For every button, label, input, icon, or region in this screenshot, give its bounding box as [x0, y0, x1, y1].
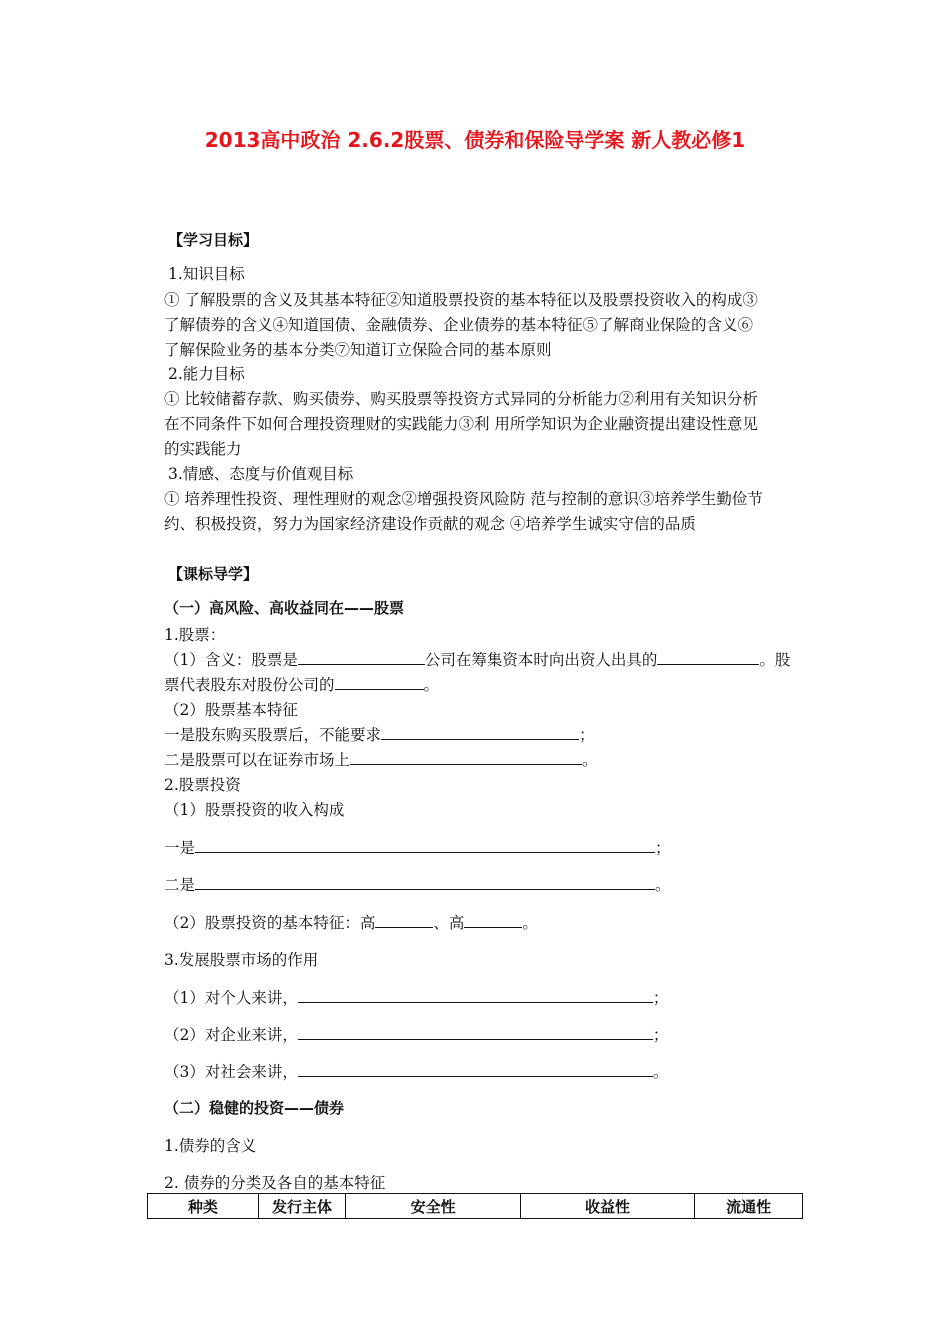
ability-heading: 2.能力目标 — [168, 365, 245, 383]
text: ； — [579, 726, 595, 744]
table-header-cell: 安全性 — [346, 1194, 520, 1219]
blank-field[interactable] — [381, 725, 579, 740]
text: 票代表股东对股份公司的 — [164, 676, 335, 694]
income-label: （1）股票投资的收入构成 — [164, 801, 345, 819]
blank-field[interactable] — [464, 913, 522, 928]
ability-line: ① 比较储蓄存款、购买债券、购买股票等投资方式异同的分析能力②利用有关知识分析 — [164, 390, 758, 408]
text: （1）对个人来讲， — [164, 989, 298, 1007]
text: 。 — [423, 676, 440, 694]
role-line-3 — [164, 1060, 668, 1082]
text: 、高 — [433, 914, 465, 932]
text: 二是 — [164, 876, 196, 894]
blank-field[interactable] — [350, 750, 582, 765]
ability-line: 在不同条件下如何合理投资理财的实践能力③利 用所学知识为企业融资提出建设性意见 — [164, 415, 758, 433]
text: 。 — [652, 1063, 669, 1081]
table-header-cell: 种类 — [148, 1194, 259, 1219]
knowledge-line: 了解保险业务的基本分类⑦知道订立保险合同的基本原则 — [164, 341, 552, 359]
blank-field[interactable] — [375, 913, 433, 928]
traits-line — [164, 911, 538, 933]
text: 。股 — [759, 651, 791, 669]
blank-field[interactable] — [298, 1025, 653, 1040]
table-header-cell: 收益性 — [520, 1194, 694, 1219]
table-header-cell: 发行主体 — [258, 1194, 346, 1219]
blank-field[interactable] — [298, 650, 425, 665]
page-title: 2013高中政治 2.6.2股票、债券和保险导学案 新人教必修1 — [204, 128, 746, 152]
text: 一是股东购买股票后，不能要求 — [164, 726, 382, 744]
text: ； — [652, 989, 669, 1007]
text: 。 — [655, 876, 671, 894]
invest-label: 2.股票投资 — [164, 776, 241, 794]
knowledge-line: ① 了解股票的含义及其基本特征②知道股票投资的基本特征以及股票投资收入的构成③ — [164, 291, 758, 309]
text: ； — [652, 1026, 669, 1044]
knowledge-heading: 1.知识目标 — [168, 265, 245, 283]
bond-class-label: 2. 债券的分类及各自的基本特征 — [164, 1174, 386, 1192]
text: 一是 — [164, 839, 196, 857]
blank-field[interactable] — [298, 1062, 653, 1077]
text: 公司在筹集资本时向出资人出具的 — [424, 651, 658, 669]
part2-heading: （二）稳健的投资——债券 — [164, 1099, 345, 1117]
section-heading-guide: 【课标导学】 — [168, 565, 259, 583]
income-line-1 — [164, 836, 671, 858]
text: 二是股票可以在证券市场上 — [164, 751, 351, 769]
bond-table — [147, 1193, 803, 1219]
text: （1）含义：股票是 — [164, 651, 298, 669]
text: （2）股票投资的基本特征：高 — [164, 914, 376, 932]
blank-field[interactable] — [657, 650, 759, 665]
role-label: 3.发展股票市场的作用 — [164, 951, 319, 969]
role-line-2 — [164, 1023, 668, 1045]
income-line-2 — [164, 873, 671, 895]
emotion-line: 约、积极投资，努力为国家经济建设作贡献的观念 ④培养学生诚实守信的品质 — [164, 515, 696, 533]
text: ； — [655, 839, 671, 857]
part1-heading: （一）高风险、高收益同在——股票 — [164, 599, 405, 617]
text: 。 — [522, 914, 538, 932]
stock-meaning-line — [164, 648, 790, 670]
section-heading-goals: 【学习目标】 — [168, 231, 259, 249]
ability-line: 的实践能力 — [164, 440, 242, 458]
feature-line-1 — [164, 723, 595, 745]
emotion-heading: 3.情感、态度与价值观目标 — [168, 465, 354, 483]
stock-label: 1.股票： — [164, 626, 226, 644]
role-line-1 — [164, 986, 668, 1008]
blank-field[interactable] — [195, 838, 655, 853]
knowledge-line: 了解债券的含义④知道国债、金融债券、企业债券的基本特征⑤了解商业保险的含义⑥ — [164, 316, 754, 334]
text: 。 — [582, 751, 598, 769]
features-label: （2）股票基本特征 — [164, 701, 298, 719]
stock-meaning-line-2 — [164, 673, 439, 695]
blank-field[interactable] — [195, 875, 655, 890]
blank-field[interactable] — [298, 988, 653, 1003]
table-header-cell: 流通性 — [695, 1194, 803, 1219]
blank-field[interactable] — [335, 675, 424, 690]
feature-line-2 — [164, 748, 598, 770]
table-header-row — [148, 1194, 803, 1219]
bond-meaning-label: 1.债券的含义 — [164, 1137, 257, 1155]
emotion-line: ① 培养理性投资、理性理财的观念②增强投资风险防 范与控制的意识③培养学生勤俭节 — [164, 490, 763, 508]
text: （3）对社会来讲， — [164, 1063, 298, 1081]
text: （2）对企业来讲， — [164, 1026, 298, 1044]
